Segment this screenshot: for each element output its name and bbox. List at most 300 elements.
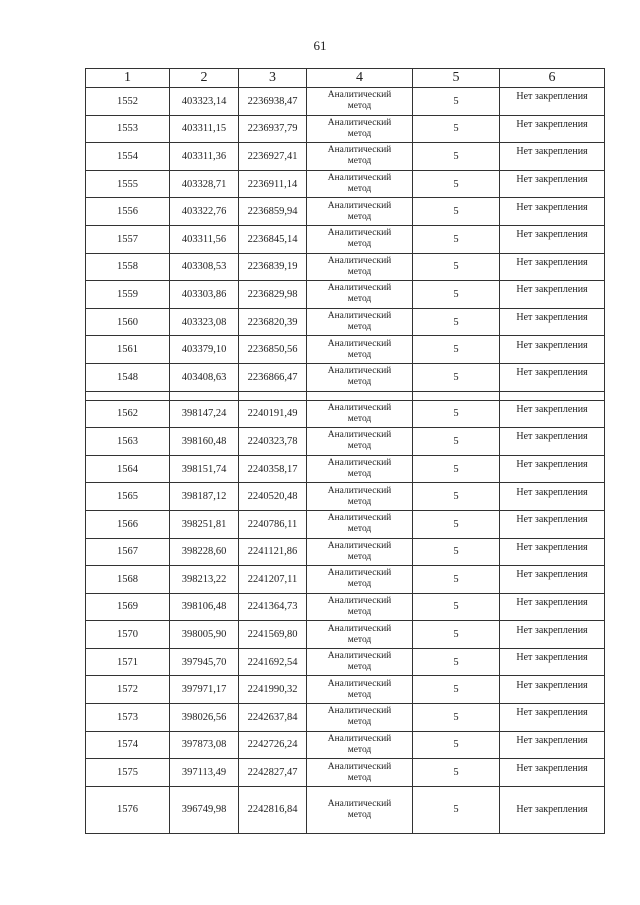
precision-cell: 5 [413, 676, 500, 704]
method-line2: метод [347, 662, 372, 673]
precision-cell: 5 [413, 308, 500, 336]
x-coordinate-cell: 397971,17 [170, 676, 239, 704]
fixing-cell [500, 786, 605, 833]
fixing-label: Нет закрепления [516, 679, 588, 691]
method-line2: метод [347, 294, 372, 305]
method-cell [307, 253, 413, 281]
fixing-cell [500, 676, 605, 704]
empty-cell [239, 391, 307, 400]
table-row [86, 336, 605, 364]
method-line2: метод [347, 349, 372, 360]
y-coordinate-cell: 2241364,73 [239, 593, 307, 621]
method-label [328, 90, 392, 112]
x-coordinate-cell: 396749,98 [170, 786, 239, 833]
precision-cell: 5 [413, 400, 500, 428]
x-coordinate-cell: 403311,36 [170, 143, 239, 171]
method-line1: Аналитический [327, 540, 392, 551]
table-row [86, 455, 605, 483]
point-number-cell: 1560 [86, 308, 170, 336]
method-line1: Аналитический [327, 761, 392, 772]
header-cell: 4 [307, 69, 413, 88]
fixing-label: Нет закрепления [516, 118, 588, 130]
fixing-cell [500, 198, 605, 226]
method-line1: Аналитический [327, 798, 392, 809]
fixing-cell [500, 510, 605, 538]
method-label [328, 762, 392, 784]
method-line2: метод [347, 689, 372, 700]
precision-cell: 5 [413, 336, 500, 364]
y-coordinate-cell: 2241990,32 [239, 676, 307, 704]
fixing-label: Нет закрепления [516, 596, 588, 608]
fixing-label: Нет закрепления [516, 312, 588, 324]
method-label [328, 734, 392, 756]
precision-cell: 5 [413, 648, 500, 676]
fixing-cell [500, 731, 605, 759]
method-line2: метод [347, 809, 372, 820]
table-row [86, 363, 605, 391]
fixing-label: Нет закрепления [516, 624, 588, 636]
y-coordinate-cell: 2240520,48 [239, 483, 307, 511]
point-number-cell: 1569 [86, 593, 170, 621]
point-number-cell: 1566 [86, 510, 170, 538]
method-cell [307, 281, 413, 309]
table-row [86, 676, 605, 704]
y-coordinate-cell: 2236866,47 [239, 363, 307, 391]
y-coordinate-cell: 2241692,54 [239, 648, 307, 676]
x-coordinate-cell: 398251,81 [170, 510, 239, 538]
method-label [328, 145, 392, 167]
method-line1: Аналитический [327, 117, 392, 128]
method-line2: метод [347, 441, 372, 452]
method-line1: Аналитический [327, 283, 392, 294]
method-cell [307, 115, 413, 143]
method-line1: Аналитический [327, 485, 392, 496]
point-number-cell: 1573 [86, 704, 170, 732]
method-line2: метод [347, 606, 372, 617]
fixing-cell [500, 363, 605, 391]
y-coordinate-cell: 2236839,19 [239, 253, 307, 281]
table-row [86, 786, 605, 833]
precision-cell: 5 [413, 593, 500, 621]
precision-cell: 5 [413, 363, 500, 391]
x-coordinate-cell: 403328,71 [170, 170, 239, 198]
method-label [328, 568, 392, 590]
method-label [328, 430, 392, 452]
method-line2: метод [347, 717, 372, 728]
x-coordinate-cell: 397113,49 [170, 759, 239, 787]
method-cell [307, 510, 413, 538]
method-line2: метод [347, 239, 372, 250]
fixing-label: Нет закрепления [516, 652, 588, 664]
x-coordinate-cell: 397873,08 [170, 731, 239, 759]
y-coordinate-cell: 2236829,98 [239, 281, 307, 309]
point-number-cell: 1558 [86, 253, 170, 281]
y-coordinate-cell: 2240191,49 [239, 400, 307, 428]
y-coordinate-cell: 2240323,78 [239, 428, 307, 456]
point-number-cell: 1571 [86, 648, 170, 676]
fixing-cell [500, 400, 605, 428]
table-row [86, 198, 605, 226]
x-coordinate-cell: 398160,48 [170, 428, 239, 456]
method-line2: метод [347, 156, 372, 167]
point-number-cell: 1575 [86, 759, 170, 787]
method-label [328, 173, 392, 195]
precision-cell: 5 [413, 281, 500, 309]
header-cell: 1 [86, 69, 170, 88]
method-label [328, 228, 392, 250]
method-cell [307, 648, 413, 676]
method-line2: метод [347, 469, 372, 480]
method-line1: Аналитический [327, 595, 392, 606]
y-coordinate-cell: 2236937,79 [239, 115, 307, 143]
table-row [86, 143, 605, 171]
method-line2: метод [347, 634, 372, 645]
method-line2: метод [347, 744, 372, 755]
empty-cell [170, 391, 239, 400]
precision-cell: 5 [413, 483, 500, 511]
table-row [86, 483, 605, 511]
x-coordinate-cell: 398106,48 [170, 593, 239, 621]
method-label [328, 366, 392, 388]
method-cell [307, 538, 413, 566]
method-cell [307, 483, 413, 511]
point-number-cell: 1565 [86, 483, 170, 511]
precision-cell: 5 [413, 225, 500, 253]
y-coordinate-cell: 2236845,14 [239, 225, 307, 253]
table-row [86, 115, 605, 143]
precision-cell: 5 [413, 704, 500, 732]
method-line1: Аналитический [327, 651, 392, 662]
precision-cell: 5 [413, 88, 500, 116]
method-label [328, 311, 392, 333]
precision-cell: 5 [413, 253, 500, 281]
method-label [328, 651, 392, 673]
y-coordinate-cell: 2236820,39 [239, 308, 307, 336]
x-coordinate-cell: 398228,60 [170, 538, 239, 566]
point-number-cell: 1555 [86, 170, 170, 198]
table-row [86, 621, 605, 649]
point-number-cell: 1554 [86, 143, 170, 171]
table-row [86, 88, 605, 116]
empty-cell [500, 391, 605, 400]
method-line1: Аналитический [327, 513, 392, 524]
fixing-cell [500, 566, 605, 594]
fixing-label: Нет закрепления [516, 91, 588, 103]
table-row [86, 170, 605, 198]
fixing-label: Нет закрепления [516, 403, 588, 415]
method-label [328, 201, 392, 223]
header-row [86, 69, 605, 88]
fixing-label: Нет закрепления [516, 734, 588, 746]
table-row [86, 281, 605, 309]
method-cell [307, 593, 413, 621]
fixing-cell [500, 143, 605, 171]
x-coordinate-cell: 403408,63 [170, 363, 239, 391]
point-number-cell: 1561 [86, 336, 170, 364]
method-cell [307, 88, 413, 116]
method-line1: Аналитический [327, 678, 392, 689]
point-number-cell: 1574 [86, 731, 170, 759]
method-line1: Аналитический [327, 706, 392, 717]
method-line2: метод [347, 496, 372, 507]
method-line2: метод [347, 524, 372, 535]
method-label [328, 541, 392, 563]
point-number-cell: 1568 [86, 566, 170, 594]
y-coordinate-cell: 2236927,41 [239, 143, 307, 171]
y-coordinate-cell: 2241121,86 [239, 538, 307, 566]
method-cell [307, 786, 413, 833]
y-coordinate-cell: 2242816,84 [239, 786, 307, 833]
method-cell [307, 336, 413, 364]
fixing-cell [500, 704, 605, 732]
method-cell [307, 621, 413, 649]
x-coordinate-cell: 398187,12 [170, 483, 239, 511]
point-number-cell: 1557 [86, 225, 170, 253]
method-line2: метод [347, 184, 372, 195]
fixing-label: Нет закрепления [516, 804, 588, 816]
x-coordinate-cell: 398147,24 [170, 400, 239, 428]
precision-cell: 5 [413, 455, 500, 483]
method-line1: Аналитический [327, 366, 392, 377]
fixing-label: Нет закрепления [516, 514, 588, 526]
method-line1: Аналитический [327, 458, 392, 469]
method-cell [307, 455, 413, 483]
fixing-label: Нет закрепления [516, 229, 588, 241]
x-coordinate-cell: 397945,70 [170, 648, 239, 676]
fixing-label: Нет закрепления [516, 146, 588, 158]
table-row [86, 648, 605, 676]
precision-cell: 5 [413, 731, 500, 759]
method-cell [307, 428, 413, 456]
method-label [328, 458, 392, 480]
point-number-cell: 1572 [86, 676, 170, 704]
method-line2: метод [347, 551, 372, 562]
method-line1: Аналитический [327, 430, 392, 441]
point-number-cell: 1567 [86, 538, 170, 566]
fixing-label: Нет закрепления [516, 201, 588, 213]
method-label [328, 679, 392, 701]
method-line1: Аналитический [327, 173, 392, 184]
x-coordinate-cell: 403379,10 [170, 336, 239, 364]
precision-cell: 5 [413, 143, 500, 171]
fixing-label: Нет закрепления [516, 486, 588, 498]
header-cell: 2 [170, 69, 239, 88]
x-coordinate-cell: 403311,15 [170, 115, 239, 143]
precision-cell: 5 [413, 170, 500, 198]
x-coordinate-cell: 398213,22 [170, 566, 239, 594]
table-row [86, 510, 605, 538]
method-cell [307, 143, 413, 171]
precision-cell: 5 [413, 428, 500, 456]
fixing-cell [500, 538, 605, 566]
x-coordinate-cell: 403303,86 [170, 281, 239, 309]
method-line1: Аналитический [327, 90, 392, 101]
page-number: 61 [313, 38, 327, 53]
fixing-cell [500, 593, 605, 621]
fixing-label: Нет закрепления [516, 541, 588, 553]
method-label [328, 256, 392, 278]
precision-cell: 5 [413, 566, 500, 594]
header-cell: 3 [239, 69, 307, 88]
method-cell [307, 363, 413, 391]
x-coordinate-cell: 403323,14 [170, 88, 239, 116]
fixing-cell [500, 225, 605, 253]
y-coordinate-cell: 2241569,80 [239, 621, 307, 649]
method-cell [307, 400, 413, 428]
table-row [86, 428, 605, 456]
fixing-label: Нет закрепления [516, 256, 588, 268]
method-label [328, 706, 392, 728]
precision-cell: 5 [413, 621, 500, 649]
coordinates-table [85, 68, 605, 834]
method-label [328, 118, 392, 140]
method-line2: метод [347, 211, 372, 222]
point-number-cell: 1548 [86, 363, 170, 391]
x-coordinate-cell: 403322,76 [170, 198, 239, 226]
x-coordinate-cell: 398026,56 [170, 704, 239, 732]
y-coordinate-cell: 2236938,47 [239, 88, 307, 116]
y-coordinate-cell: 2242827,47 [239, 759, 307, 787]
x-coordinate-cell: 403308,53 [170, 253, 239, 281]
table-row [86, 400, 605, 428]
method-line2: метод [347, 266, 372, 277]
point-number-cell: 1576 [86, 786, 170, 833]
method-line1: Аналитический [327, 338, 392, 349]
method-line2: метод [347, 772, 372, 783]
method-line2: метод [347, 128, 372, 139]
method-label [328, 283, 392, 305]
fixing-cell [500, 648, 605, 676]
table-row [86, 538, 605, 566]
fixing-cell [500, 115, 605, 143]
y-coordinate-cell: 2236850,56 [239, 336, 307, 364]
table-row [86, 759, 605, 787]
method-label [328, 339, 392, 361]
empty-cell [86, 391, 170, 400]
point-number-cell: 1556 [86, 198, 170, 226]
method-cell [307, 308, 413, 336]
precision-cell: 5 [413, 115, 500, 143]
method-cell [307, 198, 413, 226]
fixing-cell [500, 308, 605, 336]
x-coordinate-cell: 398151,74 [170, 455, 239, 483]
fixing-label: Нет закрепления [516, 459, 588, 471]
method-label [328, 403, 392, 425]
method-cell [307, 731, 413, 759]
empty-cell [307, 391, 413, 400]
method-cell [307, 566, 413, 594]
y-coordinate-cell: 2242726,24 [239, 731, 307, 759]
table-row [86, 731, 605, 759]
point-number-cell: 1553 [86, 115, 170, 143]
method-line1: Аналитический [327, 568, 392, 579]
separator-row [86, 391, 605, 400]
fixing-label: Нет закрепления [516, 431, 588, 443]
point-number-cell: 1562 [86, 400, 170, 428]
empty-cell [413, 391, 500, 400]
method-cell [307, 676, 413, 704]
method-line1: Аналитический [327, 145, 392, 156]
method-line2: метод [347, 101, 372, 112]
method-line1: Аналитический [327, 733, 392, 744]
fixing-cell [500, 428, 605, 456]
method-label [328, 799, 392, 821]
y-coordinate-cell: 2236911,14 [239, 170, 307, 198]
method-label [328, 486, 392, 508]
method-line2: метод [347, 579, 372, 590]
method-label [328, 513, 392, 535]
method-line2: метод [347, 322, 372, 333]
header-cell: 6 [500, 69, 605, 88]
y-coordinate-cell: 2240786,11 [239, 510, 307, 538]
method-label [328, 624, 392, 646]
precision-cell: 5 [413, 510, 500, 538]
method-line1: Аналитический [327, 402, 392, 413]
fixing-label: Нет закрепления [516, 762, 588, 774]
point-number-cell: 1564 [86, 455, 170, 483]
precision-cell: 5 [413, 538, 500, 566]
method-line2: метод [347, 413, 372, 424]
fixing-cell [500, 621, 605, 649]
fixing-label: Нет закрепления [516, 339, 588, 351]
point-number-cell: 1563 [86, 428, 170, 456]
method-cell [307, 225, 413, 253]
y-coordinate-cell: 2241207,11 [239, 566, 307, 594]
fixing-cell [500, 455, 605, 483]
method-line1: Аналитический [327, 311, 392, 322]
fixing-cell [500, 88, 605, 116]
x-coordinate-cell: 398005,90 [170, 621, 239, 649]
fixing-label: Нет закрепления [516, 569, 588, 581]
table-row [86, 593, 605, 621]
method-label [328, 596, 392, 618]
table-row [86, 253, 605, 281]
fixing-cell [500, 483, 605, 511]
table-row [86, 308, 605, 336]
method-line1: Аналитический [327, 623, 392, 634]
fixing-cell [500, 253, 605, 281]
point-number-cell: 1559 [86, 281, 170, 309]
header-cell: 5 [413, 69, 500, 88]
point-number-cell: 1552 [86, 88, 170, 116]
method-line1: Аналитический [327, 200, 392, 211]
fixing-cell [500, 170, 605, 198]
table-row [86, 225, 605, 253]
x-coordinate-cell: 403323,08 [170, 308, 239, 336]
fixing-label: Нет закрепления [516, 707, 588, 719]
point-number-cell: 1570 [86, 621, 170, 649]
method-line1: Аналитический [327, 228, 392, 239]
fixing-label: Нет закрепления [516, 284, 588, 296]
method-cell [307, 759, 413, 787]
precision-cell: 5 [413, 786, 500, 833]
y-coordinate-cell: 2236859,94 [239, 198, 307, 226]
precision-cell: 5 [413, 759, 500, 787]
y-coordinate-cell: 2240358,17 [239, 455, 307, 483]
method-line1: Аналитический [327, 255, 392, 266]
table-row [86, 704, 605, 732]
table-row [86, 566, 605, 594]
method-line2: метод [347, 377, 372, 388]
fixing-label: Нет закрепления [516, 367, 588, 379]
fixing-label: Нет закрепления [516, 174, 588, 186]
precision-cell: 5 [413, 198, 500, 226]
fixing-cell [500, 336, 605, 364]
method-cell [307, 704, 413, 732]
fixing-cell [500, 759, 605, 787]
y-coordinate-cell: 2242637,84 [239, 704, 307, 732]
x-coordinate-cell: 403311,56 [170, 225, 239, 253]
